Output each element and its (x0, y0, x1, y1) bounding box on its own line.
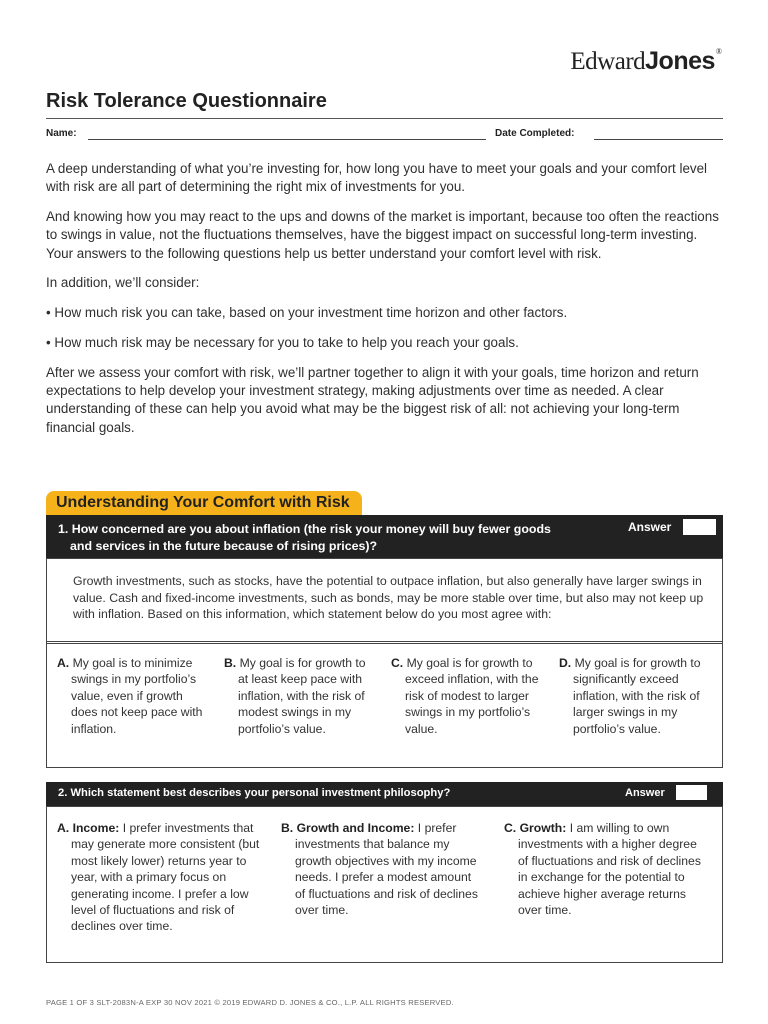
intro-paragraph: And knowing how you may react to the ups and downs of the market is important, because too often the reactions to swings in value, not the fluctuations themselves, have the biggest impact on successful long-term investing. Your answers to the following questions help us better understand your comfort level with risk. (46, 209, 719, 261)
question-1-header (46, 515, 723, 558)
edward-jones-logo: EdwardJones® (570, 47, 722, 75)
date-completed-label: Date Completed: (495, 128, 575, 139)
title-divider (46, 118, 723, 119)
question-2-text: 2. Which statement best describes your personal investment philosophy? (58, 787, 451, 799)
intro-bullet: • How much risk you can take, based on your investment time horizon and other factors. (46, 305, 568, 321)
q1-option-d[interactable]: D. My goal is for growth to significantly exceed inflation, with the risk of larger swings in my portfolio’s value. (559, 656, 701, 736)
intro-paragraph: After we assess your comfort with risk, we’ll partner together to align it with your goals, time horizon and return expectations to help develop your investment strategy, making adjustments over time as needed. A clear understanding of these can help you avoid what may be the biggest risk of all: not achieving your long-term financial goals. (46, 364, 699, 435)
date-completed-field[interactable] (594, 139, 723, 140)
page-footer: PAGE 1 OF 3 SLT-2083N-A EXP 30 NOV 2021 © 2019 EDWARD D. JONES & CO., L.P. ALL RIGHTS RESERVED. (46, 998, 454, 1007)
answer-input-q2[interactable] (676, 785, 707, 800)
answer-input-q1[interactable] (683, 519, 716, 535)
name-label: Name: (46, 128, 77, 139)
answer-label: Answer (625, 787, 665, 799)
question-2-header (46, 782, 723, 806)
question-2-options (46, 806, 723, 963)
question-1-description-box (46, 558, 723, 644)
intro-paragraph: In addition, we’ll consider: (46, 275, 200, 291)
q2-option-b[interactable]: B. Growth and Income: I prefer investments that balance my growth objectives with my income needs. I prefer a modest amount of fluctuations and risk of declines over time. (281, 821, 478, 918)
q1-option-b[interactable]: B. My goal is for growth to at least keep pace with inflation, with the risk of modest swings in my portfolio’s value. (224, 656, 366, 736)
page-title: Risk Tolerance Questionnaire (46, 90, 327, 112)
intro-bullet: • How much risk may be necessary for you to take to help you reach your goals. (46, 335, 519, 351)
question-1-text: 1. How concerned are you about inflation (the risk your money will buy fewer goods and services in the future because of rising prices)? (58, 522, 551, 553)
intro-paragraph: A deep understanding of what you’re investing for, how long you have to meet your goals and your comfort level with risk are all part of determining the right mix of investments for you. (46, 161, 708, 195)
question-1-description: Growth investments, such as stocks, have the potential to outpace inflation, but also generally have larger swings in value. Cash and fixed-income investments, such as bonds, may be more stable over time, but also may not keep up with inflation. Based on this information, which statement below do you most agree with: (73, 574, 704, 622)
intro-text (46, 160, 723, 449)
q2-option-c[interactable]: C. Growth: I am willing to own investments with a higher degree of fluctuations and risk of declines in exchange for the potential to achieve higher average returns over time. (504, 821, 701, 918)
name-field[interactable] (88, 139, 486, 140)
question-1-options (46, 641, 723, 768)
q1-option-c[interactable]: C. My goal is for growth to exceed inflation, with the risk of modest to larger swings in my portfolio’s value. (391, 656, 539, 736)
section-title: Understanding Your Comfort with Risk (46, 491, 362, 515)
answer-label: Answer (628, 520, 672, 534)
q1-option-a[interactable]: A. My goal is to minimize swings in my portfolio’s value, even if growth does not keep pace with inflation. (57, 656, 203, 736)
q2-option-a[interactable]: A. Income: I prefer investments that may generate more consistent (but most likely lower) returns year to year, with a primary focus on generating income. I prefer a low level of fluctuations and risk of declines over time. (57, 821, 260, 934)
